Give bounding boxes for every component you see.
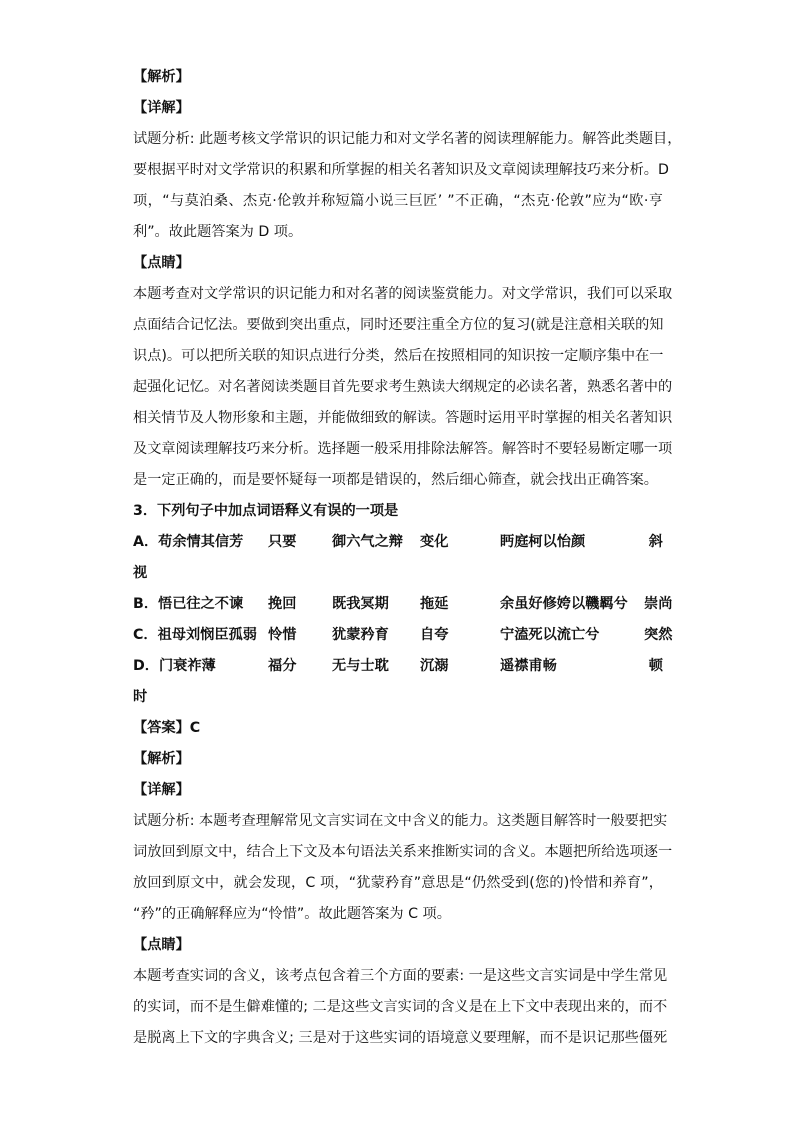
option-b bbox=[133, 589, 673, 620]
detail-tag: 【详解】 bbox=[133, 782, 190, 798]
option-c bbox=[133, 620, 673, 651]
comment-line: 起强化记忆。对名著阅读类题目首先要求考生熟读大纲规定的必读名著，熟悉名著中的 bbox=[133, 379, 673, 395]
option-gloss: 崇尚 bbox=[644, 596, 673, 612]
question-stem: 3．下列句子中加点词语释义有误的一项是 bbox=[133, 503, 399, 519]
option-phrase: 犹蒙矜育 bbox=[332, 627, 389, 643]
answer-tag: 【答案】C bbox=[133, 720, 201, 736]
detail-line: 项，“与莫泊桑、杰克·伦敦并称短篇小说三巨匠’ ”不正确，“杰克·伦敦”应为“欧·亨 bbox=[133, 193, 663, 209]
detail-line: 试题分析: 此题考核文学常识的识记能力和对文学名著的阅读理解能力。解答此类题目， bbox=[133, 131, 682, 147]
option-phrase: 悟已往之不谏 bbox=[158, 596, 244, 612]
option-phrase: 余虽好修姱以鞿羁兮 bbox=[500, 596, 628, 612]
detail-line: 试题分析: 本题考查理解常见文言实词在文中含义的能力。这类题目解答时一般要把实 bbox=[133, 813, 668, 829]
option-letter: B． bbox=[133, 596, 159, 612]
option-phrase: 御六气之辩 bbox=[332, 534, 403, 550]
option-phrase: 既我冥期 bbox=[332, 596, 389, 612]
comment-line: 相关情节及人物形象和主题，并能做细致的解读。答题时运用平时掌握的相关名著知识 bbox=[133, 410, 673, 426]
detail-line: 词放回到原文中，结合上下文及本句语法关系来推断实词的含义。本题把所给选项逐一 bbox=[133, 844, 673, 860]
option-gloss: 斜 bbox=[648, 534, 663, 550]
comment-line: 的实词，而不是生僻难懂的; 二是这些文言实词的含义是在上下文中表现出来的，而不 bbox=[133, 999, 668, 1015]
option-phrase: 苟余情其信芳 bbox=[158, 534, 244, 550]
detail-line: 放回到原文中，就会发现，C 项，“犹蒙矜育”意思是“仍然受到(您的)怜惜和养育”， bbox=[133, 875, 663, 891]
detail-line: 要根据平时对文学常识的积累和所掌握的相关名著知识及文章阅读理解技巧来分析。D bbox=[133, 162, 669, 178]
option-phrase: 眄庭柯以怡颜 bbox=[500, 534, 586, 550]
option-gloss: 沉溺 bbox=[420, 658, 449, 674]
comment-tag: 【点睛】 bbox=[133, 937, 190, 953]
option-gloss: 变化 bbox=[420, 534, 449, 550]
option-gloss: 拖延 bbox=[420, 596, 449, 612]
option-phrase: 祖母刘悯臣孤弱 bbox=[157, 627, 257, 643]
document-page bbox=[133, 62, 682, 1054]
comment-line: 是一定正确的，而是要怀疑每一项都是错误的，然后细心筛查，就会找出正确答案。 bbox=[133, 472, 658, 488]
option-letter: C． bbox=[133, 627, 158, 643]
detail-tag: 【详解】 bbox=[133, 100, 190, 116]
option-continuation: 视 bbox=[133, 565, 148, 581]
detail-line: 利”。故此题答案为 D 项。 bbox=[133, 224, 303, 240]
option-gloss: 顿 bbox=[648, 658, 663, 674]
option-gloss: 突然 bbox=[644, 627, 673, 643]
option-phrase: 宁溘死以流亡兮 bbox=[500, 627, 600, 643]
option-gloss: 自夸 bbox=[420, 627, 449, 643]
option-letter: A． bbox=[133, 534, 159, 550]
option-phrase: 无与士耽 bbox=[332, 658, 389, 674]
option-continuation: 时 bbox=[133, 689, 148, 705]
analysis-tag: 【解析】 bbox=[133, 751, 190, 767]
comment-tag: 【点睛】 bbox=[133, 255, 190, 271]
comment-line: 识点)。可以把所关联的知识点进行分类，然后在按照相同的知识按一定顺序集中在一 bbox=[133, 348, 664, 364]
comment-line: 点面结合记忆法。要做到突出重点，同时还要注重全方位的复习(就是注意相关联的知 bbox=[133, 317, 664, 333]
comment-line: 及文章阅读理解技巧来分析。选择题一般采用排除法解答。解答时不要轻易断定哪一项 bbox=[133, 441, 673, 457]
comment-line: 本题考查实词的含义，该考点包含着三个方面的要素: 一是这些文言实词是中学生常见 bbox=[133, 968, 668, 984]
option-gloss: 只要 bbox=[268, 534, 297, 550]
option-gloss: 怜惜 bbox=[268, 627, 297, 643]
option-letter: D． bbox=[133, 658, 159, 674]
option-a bbox=[133, 527, 663, 558]
comment-line: 是脱离上下文的字典含义; 三是对于这些实词的语境意义要理解，而不是识记那些僵死 bbox=[133, 1030, 668, 1046]
comment-line: 本题考查对文学常识的识记能力和对名著的阅读鉴赏能力。对文学常识，我们可以采取 bbox=[133, 286, 673, 302]
detail-line: “矜”的正确解释应为“怜惜”。故此题答案为 C 项。 bbox=[133, 906, 451, 922]
analysis-tag: 【解析】 bbox=[133, 69, 190, 85]
option-phrase: 门衰祚薄 bbox=[158, 658, 216, 674]
option-phrase: 遥襟甫畅 bbox=[500, 658, 557, 674]
option-gloss: 挽回 bbox=[268, 596, 297, 612]
option-d bbox=[133, 651, 663, 682]
option-gloss: 福分 bbox=[268, 658, 297, 674]
